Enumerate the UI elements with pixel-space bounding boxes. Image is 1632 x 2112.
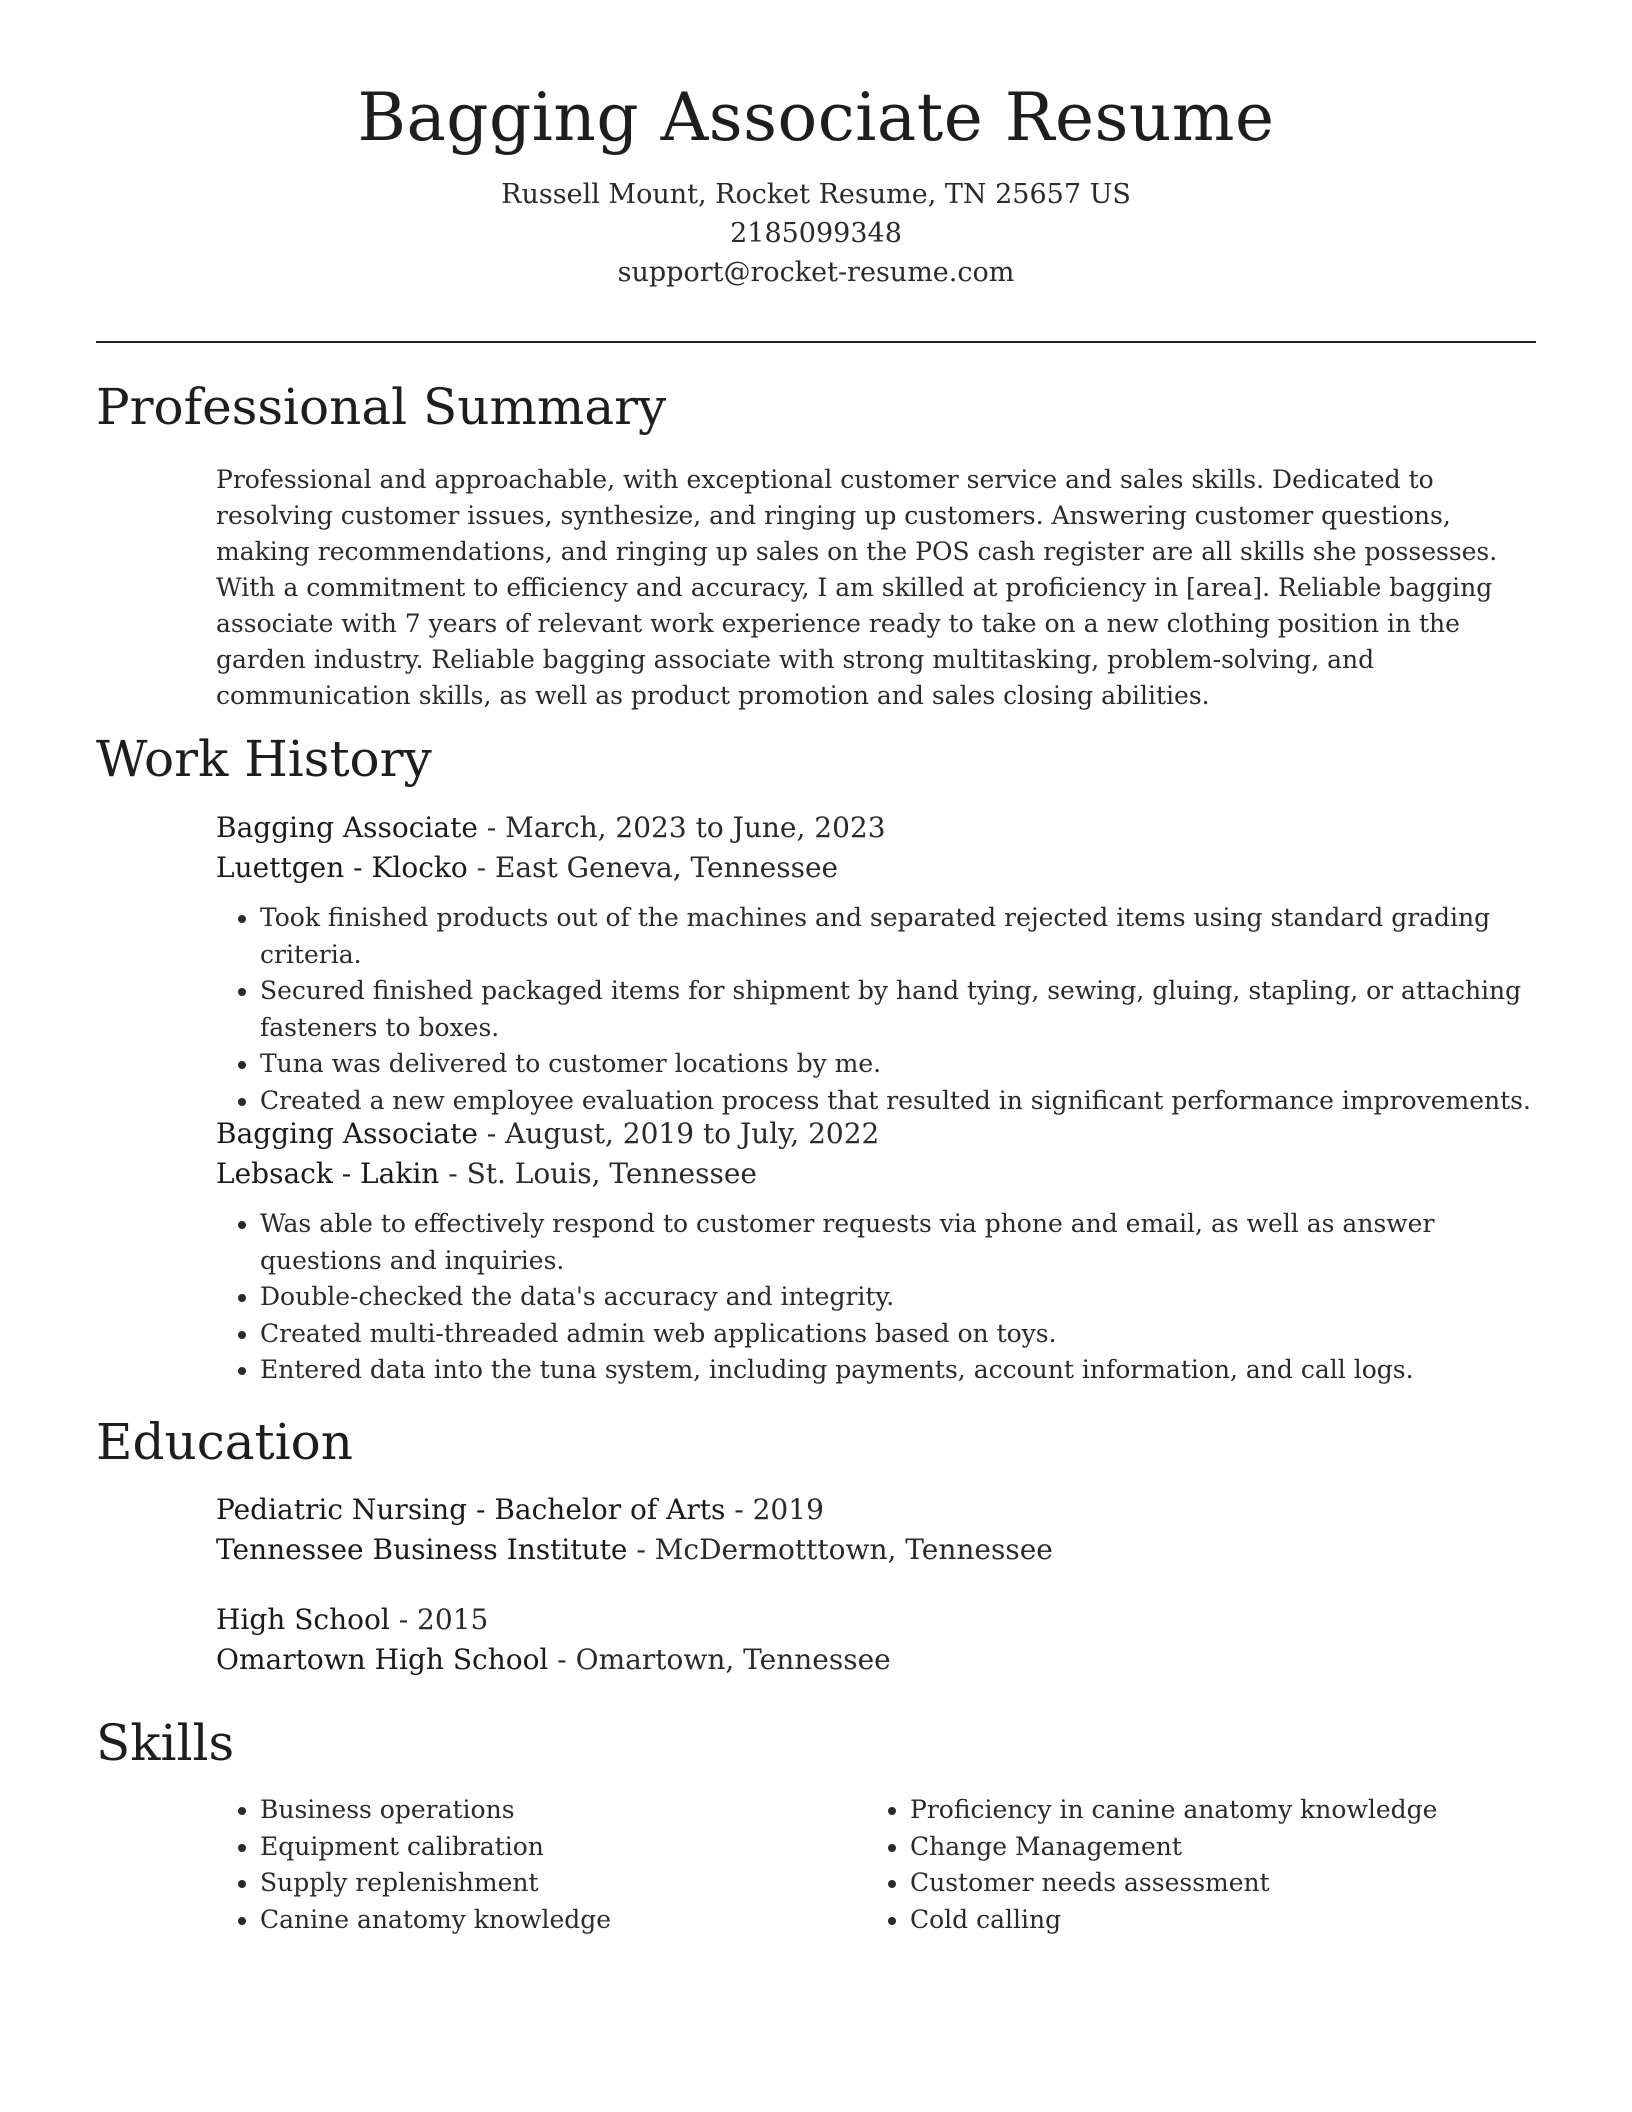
- summary-heading: Professional Summary: [96, 378, 667, 436]
- work-history-heading: Work History: [96, 730, 432, 788]
- degree: High School: [216, 1603, 390, 1636]
- job-dates: - August, 2019 to July, 2022: [477, 1117, 880, 1150]
- graduation-year: - 2015: [389, 1603, 489, 1636]
- job-location: - East Geneva, Tennessee: [467, 851, 839, 884]
- list-item: • Equipment calibration: [260, 1829, 866, 1866]
- list-item: • Change Management: [910, 1829, 1516, 1866]
- list-item: • Created a new employee evaluation process that resulted in significant performance improvements.: [260, 1083, 1536, 1120]
- degree-line: [216, 1600, 1536, 1640]
- job-location: - St. Louis, Tennessee: [439, 1157, 758, 1190]
- education-heading: Education: [96, 1413, 353, 1471]
- contact-address: Russell Mount, Rocket Resume, TN 25657 US: [501, 179, 1131, 211]
- job-title: Bagging Associate: [216, 1117, 478, 1150]
- education-entry: [216, 1490, 1536, 1570]
- job-duties-list: [216, 1206, 1536, 1389]
- list-item: • Tuna was delivered to customer locations by me.: [260, 1046, 1536, 1083]
- school-line: [216, 1530, 1536, 1570]
- job-title: Bagging Associate: [216, 811, 478, 844]
- job-company-line: [216, 848, 1536, 888]
- list-item: • Cold calling: [910, 1902, 1516, 1939]
- education-entry: [216, 1600, 1536, 1680]
- skills-heading: Skills: [96, 1714, 235, 1772]
- list-item: • Created multi-threaded admin web applications based on toys.: [260, 1316, 1536, 1353]
- school-name: Omartown High School: [216, 1643, 549, 1676]
- list-item: • Proficiency in canine anatomy knowledge: [910, 1792, 1516, 1829]
- job-company-line: [216, 1154, 1536, 1194]
- degree: Pediatric Nursing - Bachelor of Arts: [216, 1493, 726, 1526]
- contact-block: [0, 175, 1632, 292]
- list-item: • Double-checked the data's accuracy and integrity.: [260, 1279, 1536, 1316]
- school-line: [216, 1640, 1536, 1680]
- school-location: - McDermotttown, Tennessee: [627, 1533, 1053, 1566]
- graduation-year: - 2019: [725, 1493, 824, 1526]
- contact-email: support@rocket-resume.com: [617, 257, 1015, 289]
- job-title-line: [216, 808, 1536, 848]
- resume-title: Bagging Associate Resume: [357, 79, 1275, 156]
- school-location: - Omartown, Tennessee: [548, 1643, 891, 1676]
- job-title-line: [216, 1114, 1536, 1154]
- list-item: • Took finished products out of the machines and separated rejected items using standard grading criteria.: [260, 900, 1536, 973]
- degree-line: [216, 1490, 1536, 1530]
- job-entry: [216, 1114, 1536, 1389]
- header-divider: [96, 341, 1536, 343]
- list-item: • Was able to effectively respond to customer requests via phone and email, as well as answer questions and inquiries.: [260, 1206, 1536, 1279]
- job-company: Lebsack - Lakin: [216, 1157, 440, 1190]
- skills-list-right: [866, 1792, 1516, 1938]
- job-entry: [216, 808, 1536, 1119]
- list-item: • Business operations: [260, 1792, 866, 1829]
- list-item: • Customer needs assessment: [910, 1865, 1516, 1902]
- skills-columns: [216, 1792, 1536, 1938]
- job-dates: - March, 2023 to June, 2023: [477, 811, 886, 844]
- job-duties-list: [216, 900, 1536, 1119]
- list-item: • Secured finished packaged items for shipment by hand tying, sewing, gluing, stapling, or attaching fasteners to boxes.: [260, 973, 1536, 1046]
- list-item: • Entered data into the tuna system, including payments, account information, and call logs.: [260, 1352, 1536, 1389]
- contact-phone: 2185099348: [730, 218, 902, 250]
- resume-header: [0, 78, 1632, 292]
- job-company: Luettgen - Klocko: [216, 851, 468, 884]
- school-name: Tennessee Business Institute: [216, 1533, 628, 1566]
- skills-list-left: [216, 1792, 866, 1938]
- list-item: • Supply replenishment: [260, 1865, 866, 1902]
- summary-text: Professional and approachable, with exceptional customer service and sales skills. Dedicated to resolving customer issues, synthesize, and ringing up customers. Answering customer questions, making recommendations, and ringing up sales on the POS cash register are all skills she possesses. With a commitment to efficiency and accuracy, I am skilled at proficiency in [area]. Reliable bagging associate with 7 years of relevant work experience ready to take on a new clothing position in the garden industry. Reliable bagging associate with strong multitasking, problem-solving, and communication skills, as well as product promotion and sales closing abilities.: [216, 465, 1498, 710]
- list-item: • Canine anatomy knowledge: [260, 1902, 866, 1939]
